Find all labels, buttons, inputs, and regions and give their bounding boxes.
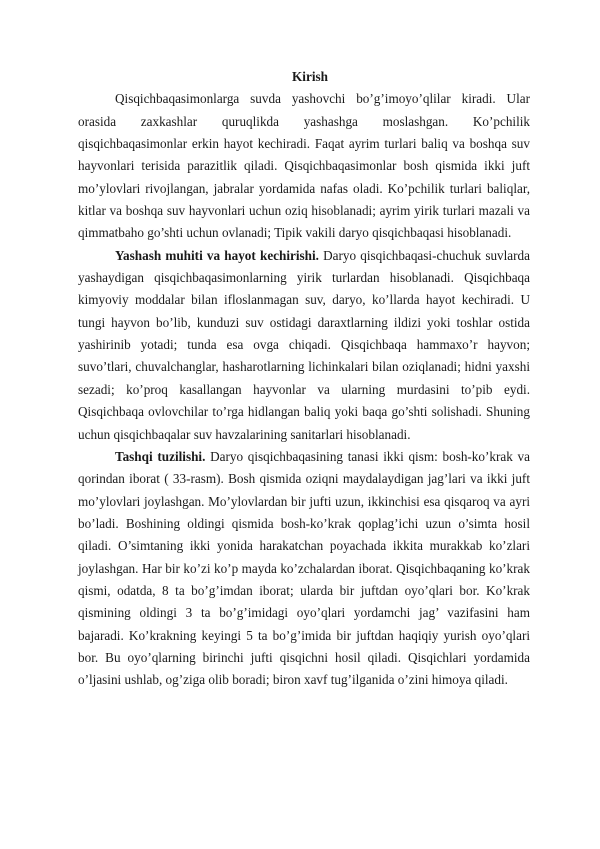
paragraph-text: Daryo qisqichbaqasi-chuchuk suvlarda yashaydigan qisqichbaqasimonlarning yirik turlardan hisoblanadi. Qisqichbaqa kimyoviy moddalar bilan ifloslanmagan suv, daryo, ko’llarda hayot kechiradi. U tungi hayvon bo’lib, kunduzi suv ostidagi daraxtlarning ildizi yoki toshlar ostida yashirinib yotadi; tunda esa ovga chiqadi. Qisqichbaqa hammaxo’r hayvon; suvo’tlari, chuvalchanglar, hasharotlarning lichinkalari bilan oziqlanadi; hidni yaxshi sezadi; ko’proq kasallangan hayvonlar va ularning murdasini to’pib eydi. Qisqichbaqa ovlovchilar to’rga hidlangan baliq yoki baqa go’shti solishadi. Shuning uchun qisqichbaqalar suv havzalarining sanitarlari hisoblanadi. [78,247,531,442]
document-page [78,66,530,692]
paragraph-lead: Tashqi tuzilishi. [115,448,206,464]
paragraph-text: Daryo qisqichbaqasining tanasi ikki qism: bosh-ko’krak va qorindan iborat ( 33-rasm). Bosh qismida oziqni maydalaydigan jag’lari va ikki juft mo’ylovlari joylashgan. Mo’ylovlardan bir jufti uzun, ikkinchisi esa qisqaroq va ayri bo’ladi. Boshining oldingi qismida bosh-ko’krak qoplag’ichi uzun o’simta hosil qiladi. O’simtaning ikki yonida harakatchan poyachada ikkita murakkab ko’zlari joylashgan. Har bir ko’zi ko’p mayda ko’zchalardan iborat. Qisqichbaqaning ko’krak qismi, odatda, 8 ta bo’g’imdan iborat; ularda bir juftdan oyo’qlari bor. Ko’krak qismining oldingi 3 ta bo’g’imidagi oyo’qlari yordamchi jag’ vazifasini ham bajaradi. Ko’krakning keyingi 5 ta bo’g’imida bir juftdan haqiqiy yurish oyo’qlari bor. Bu oyo’qlarning birinchi jufti qisqichni hosil qiladi. Qisqichlari yordamida o’ljasini ushlab, og’ziga olib boradi; biron xavf tug’ilganida o’zini himoya qiladi. [78,448,530,688]
paragraph-habitat [78,245,530,446]
paragraph-lead: Yashash muhiti va hayot kechirishi. [115,247,319,263]
paragraph-structure [78,446,530,692]
paragraph-text: Qisqichbaqasimonlarga suvda yashovchi bo’g’imoyo’qlilar kiradi. Ular orasida zaxkashlar quruqlikda yashashga moslashgan. Ko’pchilik qisqichbaqasimonlar erkin hayot kechiradi. Faqat ayrim turlari baliq va boshqa suv hayvonlari terisida parazitlik qiladi. Qisqichbaqasimonlar bosh qismida ikki juft mo’ylovlari rivojlangan, jabralar yordamida nafas oladi. Ko’pchilik turlari baliqlar, kitlar va boshqa suv hayvonlari uchun oziq hisoblanadi; ayrim yirik turlari mazali va qimmatbaho go’shti uchun ovlanadi; Tipik vakili daryo qisqichbaqasi hisoblanadi. [78,91,530,241]
page-title: Kirish [292,69,328,84]
paragraph-intro [78,88,530,244]
